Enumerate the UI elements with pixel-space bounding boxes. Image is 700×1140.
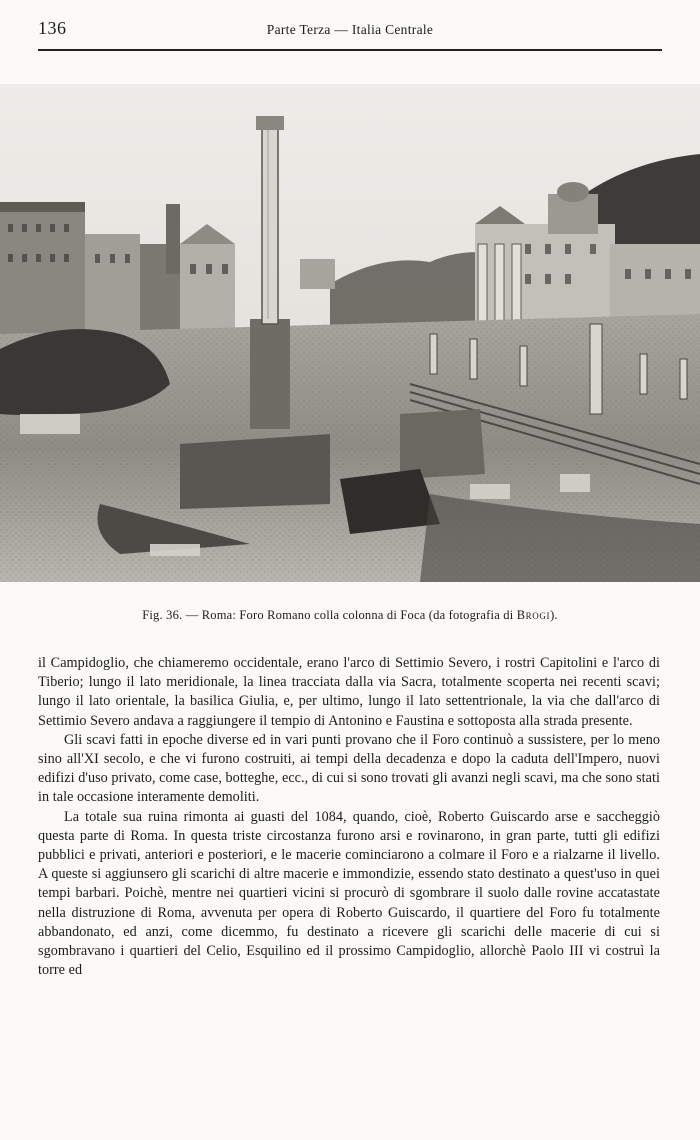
paragraph: il Campidoglio, che chiameremo occidentale, erano l'arco di Settimio Severo, i rostri Capitolini e l'arco di Tiberio; lungo il lato meridionale, la linea tracciata dalla via Sacra, totalmente scoperta nei recenti scavi; lungo il lato orientale, la basilica Giulia, e, per ultimo, lungo il lato settentrionale, la via che dall'arco di Settimio Severo andava a raggiungere il tempio di Antonino e Faustina e sottoposta alla strada presente. [38,655,660,729]
figure-caption [0,608,700,623]
body-text [38,654,660,980]
caption-photographer: Brogi [516,608,551,622]
page-header [38,14,662,44]
header-rule [38,49,662,51]
caption-text: Fig. 36. — Roma: Foro Romano colla colonna di Foca (da fotografia di [142,608,517,622]
caption-end: ). [550,608,558,622]
paragraph: Gli scavi fatti in epoche diverse ed in vari punti provano che il Foro continuò a sussistere, per lo meno sino all'XI secolo, e che vi furono costruiti, ai tempi della decadenza e dopo la caduta dell'Impero, nuovi edifizi d'uso privato, come case, botteghe, ecc., di cui si sono trovati gli avanzi negli scavi, ma che sono stati in tale occasione interamente demoliti. [38,731,660,806]
paragraph: La totale sua ruina rimonta ai guasti del 1084, quando, cioè, Roberto Guiscardo arse e saccheggiò questa parte di Roma. In questa triste circostanza furono arsi e rovinarono, in gran parte, tutti gli edifizi pubblici e privati, anteriori e posteriori, e le macerie cominciarono a colmare il Foro e a rialzarne il livello. A queste si aggiunsero gli scarichi di altre macerie e immondizie, essendo stato destinato a quest'uso in quei tempi barbari. Poichè, mentre nei quartieri vicini si procurò di sgombrare il suolo dalle rovine accatastate nella distruzione di Roma, avvenuta per opera di Roberto Guiscardo, il quartiere del Foro fu totalmente abbandonato, ed anzi, come dicemmo, fu destinato a ricevere gli scarichi delle macerie di cui si sgombravano i quartieri del Celio, Esquilino ed il prossimo Campidoglio, allorchè Paolo III vi costruì la torre ed [38,808,660,979]
running-title: Parte Terza — Italia Centrale [266,22,434,37]
page-number: 136 [38,18,67,38]
forum-photograph [0,84,700,582]
